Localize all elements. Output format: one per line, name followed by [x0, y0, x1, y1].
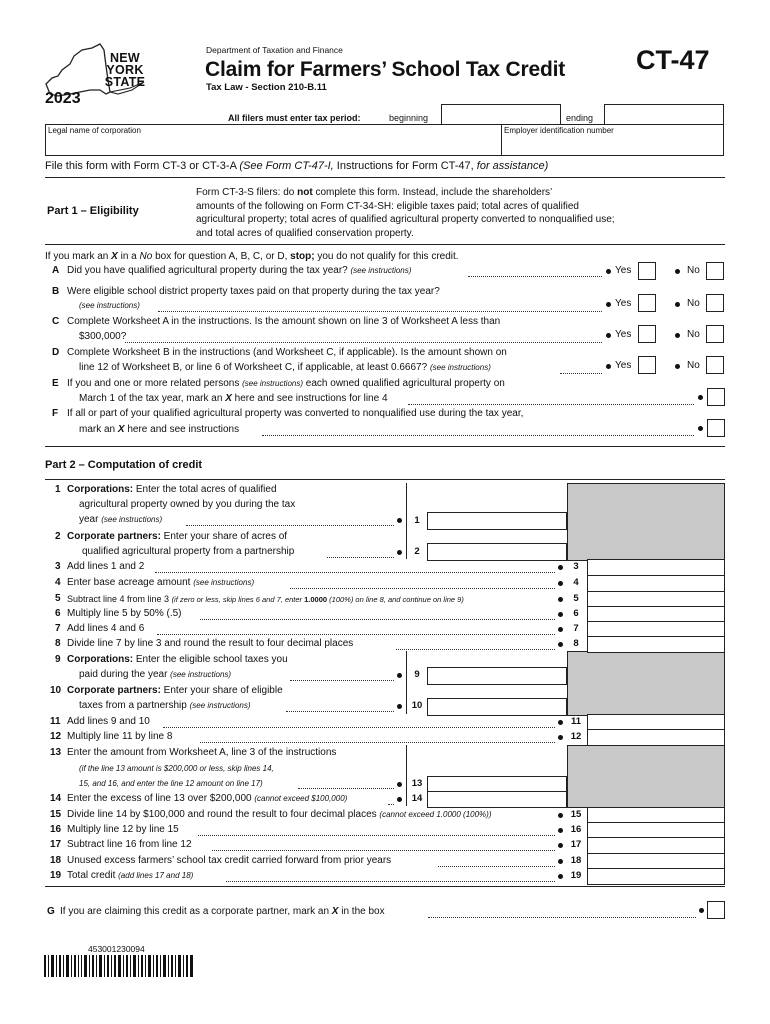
divider: [45, 446, 725, 447]
yes-label: Yes: [615, 298, 632, 309]
leader-dots: [290, 679, 394, 681]
line-16-num: 16: [50, 824, 62, 835]
part1-intro: If you mark an X in a No box for question A, B, C, or D, stop; you do not qualify for this credit.: [45, 251, 459, 262]
line-13-num: 13: [50, 747, 62, 758]
question-a-text: Did you have qualified agricultural property during the tax year? (see instructions): [67, 265, 412, 276]
period-beginning-label: beginning: [389, 113, 429, 123]
leader-dots: [438, 865, 555, 867]
question-d-text: Complete Worksheet B in the instructions (and Worksheet C, if applicable). Is the amount shown on: [67, 347, 507, 358]
line-15-num: 15: [50, 809, 62, 820]
shaded-area: [567, 745, 725, 808]
line-18-box-num: 18: [570, 855, 582, 866]
question-e-checkbox[interactable]: [707, 388, 725, 406]
bullet-icon: [558, 720, 563, 725]
form-subtitle: Tax Law - Section 210-B.11: [206, 82, 327, 93]
line-10-box-num: 10: [411, 700, 423, 711]
bullet-icon: [675, 364, 680, 369]
line-13-text: Enter the amount from Worksheet A, line 3 of the instructions: [67, 747, 337, 758]
leader-dots: [396, 648, 555, 650]
form-id: CT-47: [636, 45, 710, 75]
line-14-input[interactable]: [427, 791, 567, 808]
line-12-input[interactable]: [587, 729, 725, 746]
line-14-num: 14: [50, 793, 62, 804]
question-b-hint: (see instructions): [79, 301, 140, 310]
bullet-icon: [558, 843, 563, 848]
line-10-input[interactable]: [427, 698, 567, 716]
bullet-icon: [698, 426, 703, 431]
leader-dots: [408, 403, 694, 405]
part1-title: Part 1 – Eligibility: [47, 205, 139, 217]
line-4-input[interactable]: [587, 575, 725, 592]
divider: [45, 479, 725, 480]
corp-name-input[interactable]: [46, 136, 500, 154]
no-label: No: [687, 265, 700, 276]
line-11-num: 11: [50, 716, 61, 727]
line-17-num: 17: [50, 839, 62, 850]
state-name-logo: NEW YORK STATE: [104, 51, 146, 89]
line-10-text-2: taxes from a partnership (see instructions): [79, 700, 251, 711]
leader-dots: [163, 726, 555, 728]
line-6-num: 6: [55, 608, 61, 619]
leader-dots: [155, 571, 555, 573]
line-2-input[interactable]: [427, 543, 567, 561]
department-name: Department of Taxation and Finance: [206, 45, 343, 55]
bullet-icon: [606, 364, 611, 369]
line-11-text: Add lines 9 and 10: [67, 716, 150, 727]
leader-dots: [186, 524, 394, 526]
bullet-icon: [606, 302, 611, 307]
bullet-icon: [675, 269, 680, 274]
line-17-box-num: 17: [570, 839, 582, 850]
bullet-icon: [397, 550, 402, 555]
question-d-yes-checkbox[interactable]: [638, 356, 656, 374]
line-5-num: 5: [55, 593, 61, 604]
line-14-text: Enter the excess of line 13 over $200,000 (cannot exceed $100,000): [67, 793, 348, 804]
line-19-box-num: 19: [570, 870, 582, 881]
line-14-box-num: 14: [411, 793, 423, 804]
leader-dots: [200, 618, 555, 620]
line-13-text-3: 15, and 16, and enter the line 12 amount on line 17): [79, 779, 263, 788]
bullet-icon: [558, 642, 563, 647]
line-7-num: 7: [55, 623, 61, 634]
line-15-text: Divide line 14 by $100,000 and round the result to four decimal places (cannot exceed 1.0000 (100%)): [67, 809, 492, 820]
question-e-text: If you and one or more related persons (see instructions) each owned qualified agricultural property on: [67, 378, 505, 389]
question-d-text-2: line 12 of Worksheet B, or line 6 of Worksheet C, if applicable, at least 0.6667? (see instructions): [79, 362, 491, 373]
no-label: No: [687, 298, 700, 309]
period-ending-label: ending: [566, 113, 594, 123]
bullet-icon: [698, 395, 703, 400]
leader-dots: [262, 434, 694, 436]
line-12-num: 12: [50, 731, 62, 742]
bullet-icon: [558, 612, 563, 617]
line-1-num: 1: [55, 484, 61, 495]
leader-dots: [198, 834, 555, 836]
line-19-input[interactable]: [587, 868, 725, 885]
line-12-box-num: 12: [570, 731, 582, 742]
bullet-icon: [558, 581, 563, 586]
yes-label: Yes: [615, 360, 632, 371]
question-b-text: Were eligible school district property taxes paid on that property during the tax year?: [67, 286, 440, 297]
divider: [45, 177, 725, 178]
bullet-icon: [558, 874, 563, 879]
question-c-text-2: $300,000?: [79, 331, 127, 342]
question-e-text-2: March 1 of the tax year, mark an X here and see instructions for line 4: [79, 393, 388, 404]
corp-name-label: Legal name of corporation: [48, 126, 141, 135]
line-9-text: Corporations: Enter the eligible school taxes you: [67, 654, 288, 665]
shaded-area: [567, 483, 725, 561]
line-3-text: Add lines 1 and 2: [67, 561, 145, 572]
line-8-text: Divide line 7 by line 3 and round the result to four decimal places: [67, 638, 354, 649]
question-f-text: If all or part of your qualified agricultural property was converted to nonqualified use during the tax year,: [67, 408, 524, 419]
bullet-icon: [699, 908, 704, 913]
line-2-box-num: 2: [414, 546, 420, 557]
line-16-text: Multiply line 12 by line 15: [67, 824, 179, 835]
leader-dots: [290, 587, 555, 589]
line-6-box-num: 6: [573, 608, 579, 619]
question-g-text: If you are claiming this credit as a corporate partner, mark an X in the box: [60, 906, 385, 917]
line-9-input[interactable]: [427, 667, 567, 685]
ein-input[interactable]: [502, 136, 721, 154]
bullet-icon: [606, 333, 611, 338]
leader-dots: [157, 633, 555, 635]
period-ending-input[interactable]: [604, 104, 724, 126]
question-a-yes-checkbox[interactable]: [638, 262, 656, 280]
line-4-text: Enter base acreage amount (see instructions): [67, 577, 255, 588]
line-12-text: Multiply line 11 by line 8: [67, 731, 173, 742]
bullet-icon: [397, 797, 402, 802]
bullet-icon: [675, 302, 680, 307]
question-d-no-checkbox[interactable]: [706, 356, 724, 374]
line-17-text: Subtract line 16 from line 12: [67, 839, 192, 850]
bullet-icon: [397, 782, 402, 787]
divider: [45, 886, 725, 887]
line-19-text: Total credit (add lines 17 and 18): [67, 870, 194, 881]
question-b-letter: B: [52, 286, 60, 297]
bullet-icon: [558, 859, 563, 864]
file-with-instructions: File this form with Form CT-3 or CT-3-A (See Form CT-47-I, Instructions for Form CT-47, for assistance): [45, 160, 549, 172]
line-17-input[interactable]: [587, 837, 725, 854]
line-9-text-2: paid during the year (see instructions): [79, 669, 232, 680]
leader-dots: [560, 372, 602, 374]
line-3-num: 3: [55, 561, 61, 572]
line-9-num: 9: [55, 654, 61, 665]
question-c-letter: C: [52, 316, 60, 327]
bullet-icon: [675, 333, 680, 338]
leader-dots: [125, 341, 602, 343]
question-g-checkbox[interactable]: [707, 901, 725, 919]
line-10-text: Corporate partners: Enter your share of eligible: [67, 685, 283, 696]
form-title: Claim for Farmers’ School Tax Credit: [205, 58, 566, 81]
divider: [406, 651, 407, 714]
question-e-letter: E: [52, 378, 59, 389]
question-f-checkbox[interactable]: [707, 419, 725, 437]
bullet-icon: [397, 673, 402, 678]
leader-dots: [388, 803, 394, 805]
question-f-text-2: mark an X here and see instructions: [79, 424, 240, 435]
question-g-letter: G: [47, 906, 55, 917]
divider: [406, 745, 407, 806]
bullet-icon: [397, 518, 402, 523]
line-5-text: Subtract line 4 from line 3 (if zero or less, skip lines 6 and 7, enter 1.0000 (100%) on line 8, and continue on line 9): [67, 594, 464, 604]
leader-dots: [226, 880, 555, 882]
line-13-box-num: 13: [411, 778, 423, 789]
line-3-input[interactable]: [587, 559, 725, 576]
question-a-no-checkbox[interactable]: [706, 262, 724, 280]
leader-dots: [200, 741, 555, 743]
line-18-text: Unused excess farmers’ school tax credit carried forward from prior years: [67, 855, 392, 866]
question-a-letter: A: [52, 265, 60, 276]
leader-dots: [327, 556, 394, 558]
period-beginning-input[interactable]: [441, 104, 561, 126]
leader-dots: [298, 787, 394, 789]
line-3-box-num: 3: [573, 561, 579, 572]
bullet-icon: [606, 269, 611, 274]
line-11-box-num: 11: [570, 716, 582, 727]
yes-label: Yes: [615, 329, 632, 340]
tax-year: 2023: [45, 90, 81, 107]
yes-label: Yes: [615, 265, 632, 276]
bullet-icon: [558, 813, 563, 818]
bullet-icon: [558, 735, 563, 740]
line-13-text-2: (if the line 13 amount is $200,000 or less, skip lines 14,: [79, 764, 274, 773]
ein-label: Employer identification number: [504, 126, 614, 135]
bullet-icon: [397, 704, 402, 709]
line-1-box-num: 1: [414, 515, 420, 526]
line-7-box-num: 7: [573, 623, 579, 634]
question-c-no-checkbox[interactable]: [706, 325, 724, 343]
form-barcode-number: 453001230094: [88, 944, 145, 954]
question-f-letter: F: [52, 408, 59, 419]
bullet-icon: [558, 828, 563, 833]
shaded-area: [567, 651, 725, 716]
line-8-input[interactable]: [587, 636, 725, 653]
question-b-yes-checkbox[interactable]: [638, 294, 656, 312]
question-d-letter: D: [52, 347, 60, 358]
bullet-icon: [558, 627, 563, 632]
ct3s-note: Form CT-3-S filers: do not complete this form. Instead, include the shareholders’ amounts of the following on Form CT-34-SH: eligible taxes paid; total acres of qualified agricultural property; total acres of qualified agricultural property converted to nonqualified use; and total acres of qualified conservation property.: [196, 187, 615, 239]
line-6-text: Multiply line 5 by 50% (.5): [67, 608, 182, 619]
bullet-icon: [558, 565, 563, 570]
line-4-box-num: 4: [573, 577, 579, 588]
line-2-num: 2: [55, 531, 61, 542]
leader-dots: [212, 849, 555, 851]
line-1-input[interactable]: [427, 512, 567, 530]
no-label: No: [687, 360, 700, 371]
line-10-num: 10: [50, 685, 62, 696]
line-15-box-num: 15: [570, 809, 582, 820]
line-5-box-num: 5: [573, 593, 579, 604]
part2-title: Part 2 – Computation of credit: [45, 459, 203, 471]
line-8-num: 8: [55, 638, 61, 649]
line-1-text-2: agricultural property owned by you during the tax: [79, 499, 296, 510]
barcode-graphic: [44, 955, 194, 977]
line-9-box-num: 9: [414, 669, 420, 680]
line-2-text: Corporate partners: Enter your share of acres of: [67, 531, 288, 542]
bullet-icon: [558, 597, 563, 602]
line-4-num: 4: [55, 577, 61, 588]
no-label: No: [687, 329, 700, 340]
line-19-num: 19: [50, 870, 62, 881]
line-2-text-2: qualified agricultural property from a partnership: [82, 546, 295, 557]
tax-period-label: All filers must enter tax period:: [228, 113, 361, 123]
leader-dots: [158, 310, 602, 312]
divider: [406, 483, 407, 559]
leader-dots: [286, 710, 394, 712]
question-c-text: Complete Worksheet A in the instructions. Is the amount shown on line 3 of Worksheet A less than: [67, 316, 501, 327]
leader-dots: [428, 916, 696, 918]
line-1-text-3: year (see instructions): [79, 514, 163, 525]
line-16-box-num: 16: [570, 824, 582, 835]
line-8-box-num: 8: [573, 638, 579, 649]
question-b-no-checkbox[interactable]: [706, 294, 724, 312]
line-7-text: Add lines 4 and 6: [67, 623, 145, 634]
divider: [45, 244, 725, 245]
leader-dots: [468, 275, 602, 277]
line-1-text: Corporations: Enter the total acres of qualified: [67, 484, 277, 495]
line-18-num: 18: [50, 855, 62, 866]
question-c-yes-checkbox[interactable]: [638, 325, 656, 343]
